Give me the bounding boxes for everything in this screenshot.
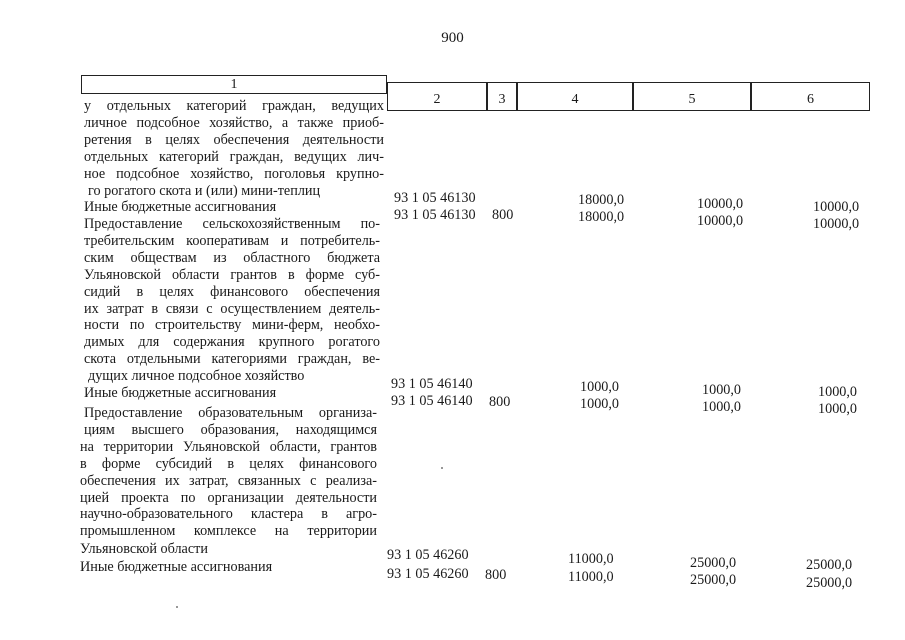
value-col6: 10000,0 (813, 199, 860, 215)
target-code-other: 93 1 05 46130 (394, 207, 476, 223)
value-col6: 1000,0 (818, 384, 858, 400)
target-code: 93 1 05 46260 (387, 547, 469, 563)
expense-type: 800 (489, 394, 511, 410)
expense-type: 800 (485, 567, 507, 583)
value-col4-other: 11000,0 (568, 569, 614, 585)
description-line: ное подсобное хозяйство, поголовья крупно- (84, 165, 384, 182)
page-number: 900 (441, 30, 464, 46)
value-col4-other: 1000,0 (580, 396, 620, 412)
description-line: личное подсобное хозяйство, а также приоб- (84, 114, 384, 131)
row-description (80, 405, 377, 576)
target-code-other: 93 1 05 46260 (387, 566, 469, 582)
value-col4: 11000,0 (568, 551, 614, 567)
row-description (84, 98, 384, 216)
description-line: Ульяновской области грантов в форме суб- (84, 266, 380, 283)
description-line: Предоставление образовательным организа- (84, 405, 377, 421)
description-line: го рогатого скота и (или) мини-теплиц (88, 182, 321, 199)
scan-speck (441, 467, 443, 469)
other-allocations-label: Иные бюджетные ассигнования (84, 385, 277, 402)
value-col5: 10000,0 (697, 196, 744, 212)
description-line: обеспечения их затрат, связанных с реализа- (80, 472, 377, 489)
value-col6-other: 25000,0 (806, 575, 853, 591)
expense-type: 800 (492, 207, 514, 223)
header-col-1: 1 (81, 75, 387, 94)
description-line: циям высшего образования, находящимся (84, 421, 377, 438)
description-line: цией проекта по организации деятельности (80, 489, 377, 506)
description-line: на территории Ульяновской области, грантов (80, 438, 377, 455)
value-col4-other: 18000,0 (578, 209, 625, 225)
value-col6: 25000,0 (806, 557, 853, 573)
header-col-2: 2 (387, 82, 487, 111)
value-col4: 1000,0 (580, 379, 620, 395)
target-code: 93 1 05 46130 (394, 190, 476, 206)
description-line: у отдельных категорий граждан, ведущих (84, 98, 384, 114)
value-col5-other: 1000,0 (702, 399, 742, 415)
value-col6-other: 1000,0 (818, 401, 858, 417)
description-line: их затрат в связи с осуществлением деятель- (84, 300, 380, 317)
description-line: ретения в целях обеспечения деятельности (84, 131, 384, 148)
value-col6-other: 10000,0 (813, 216, 860, 232)
description-line: в форме субсидий в целях финансового (80, 455, 377, 472)
scan-speck (176, 606, 178, 608)
header-col-5: 5 (633, 82, 751, 111)
value-col5: 25000,0 (690, 555, 737, 571)
description-line: сидий в целях финансового обеспечения (84, 283, 380, 300)
description-line: научно-образовательного кластера в агро- (80, 506, 377, 523)
value-col5: 1000,0 (702, 382, 742, 398)
other-allocations-label: Иные бюджетные ассигнования (84, 199, 277, 216)
description-line: промышленном комплексе на территории (80, 523, 377, 540)
row-description (84, 216, 380, 402)
description-line: димых для содержания крупного рогатого (84, 334, 380, 351)
target-code: 93 1 05 46140 (391, 376, 473, 392)
value-col5-other: 10000,0 (697, 213, 744, 229)
description-line: ским обществам из областного бюджета (84, 249, 380, 266)
other-allocations-label: Иные бюджетные ассигнования (80, 559, 273, 576)
description-line: ности по строительству мини-ферм, необхо- (84, 317, 380, 334)
header-col-4: 4 (517, 82, 633, 111)
description-line: дущих личное подсобное хозяйство (88, 368, 305, 385)
description-line: Ульяновской области (80, 541, 208, 558)
header-col-3: 3 (487, 82, 517, 111)
value-col4: 18000,0 (578, 192, 625, 208)
header-col-6: 6 (751, 82, 870, 111)
description-line: Предоставление сельскохозяйственным по- (84, 216, 380, 232)
target-code-other: 93 1 05 46140 (391, 393, 473, 409)
description-line: скота отдельными категориями граждан, ве- (84, 351, 380, 368)
description-line: отдельных категорий граждан, ведущих лич- (84, 148, 384, 165)
value-col5-other: 25000,0 (690, 572, 737, 588)
description-line: требительским кооперативам и потребитель- (84, 232, 380, 249)
